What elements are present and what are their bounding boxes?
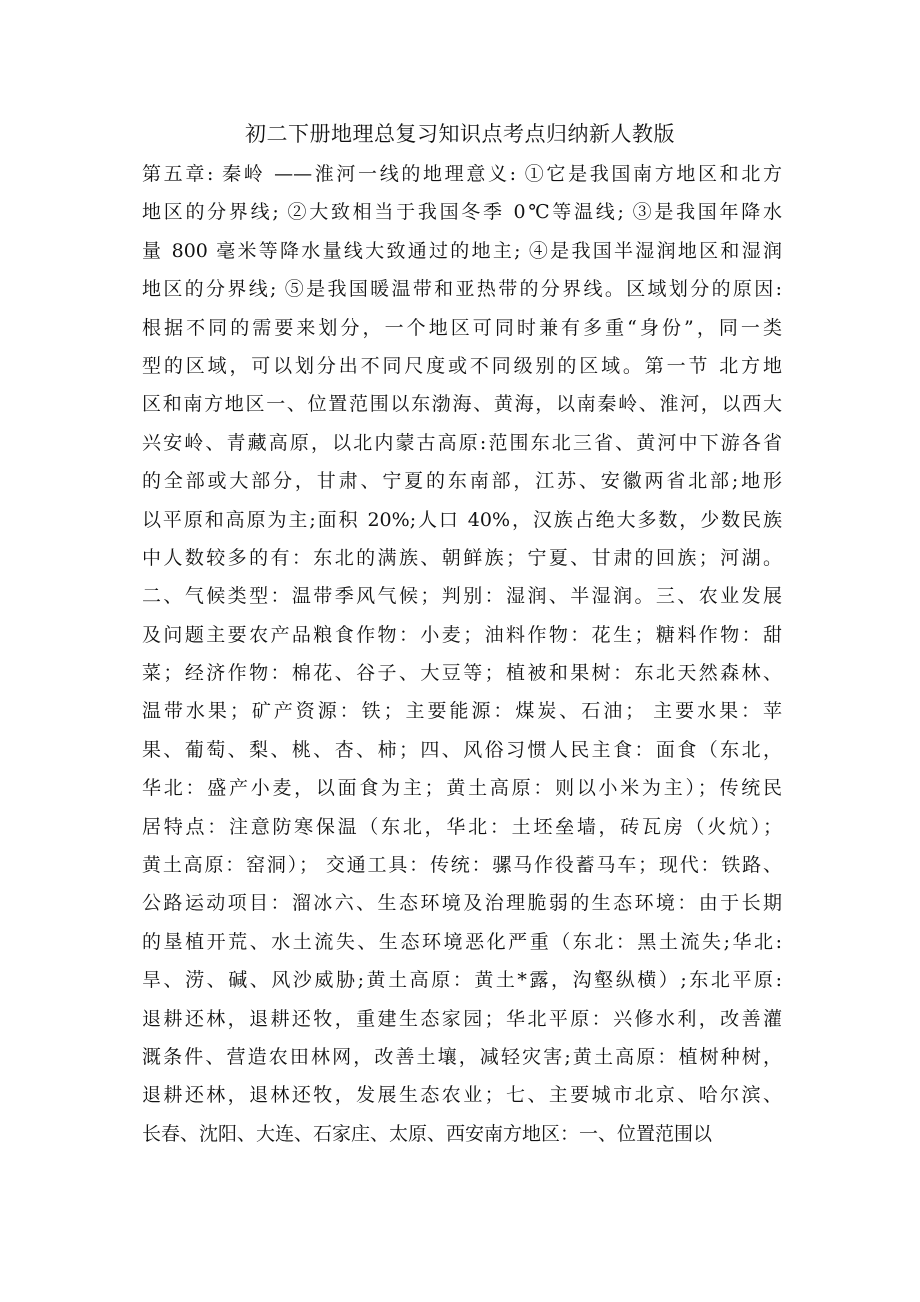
body-line-10: 以平原和高原为主;面积 20%;人口 40%，汉族占绝大多数，少数民族 — [142, 508, 782, 531]
body-line-8: 兴安岭、青藏高原，以北内蒙古高原:范围东北三省、黄河中下游各省 — [142, 431, 782, 454]
body-line-12: 二、气候类型：温带季风气候；判别：湿润、半湿润。三、农业发展 — [142, 585, 782, 608]
body-line-3: 量 800 毫米等降水量线大致通过的地主; ④是我国半湿润地区和湿润 — [142, 239, 782, 262]
body-line-13: 及问题主要农产品粮食作物：小麦；油料作物：花生；糖料作物：甜 — [142, 623, 782, 646]
body-line-21: 的垦植开荒、水土流失、生态环境恶化严重（东北：黑土流失;华北: — [142, 930, 782, 953]
body-line-22: 旱、涝、碱、风沙威胁;黄土高原：黄土*露，沟壑纵横）;东北平原: — [142, 969, 782, 992]
body-line-20: 公路运动项目：溜冰六、生态环境及治理脆弱的生态环境：由于长期 — [142, 892, 782, 915]
body-line-15: 温带水果；矿产资源：铁；主要能源：煤炭、石油； 主要水果：苹 — [142, 700, 782, 723]
body-line-25: 退耕还林，退林还牧，发展生态农业；七、主要城市北京、哈尔滨、 — [142, 1084, 782, 1107]
body-line-1: 第五章: 秦岭 ——淮河一线的地理意义: ①它是我国南方地区和北方 — [142, 163, 782, 185]
body-line-9: 的全部或大部分，甘肃、宁夏的东南部，江苏、安徽两省北部;地形 — [142, 470, 782, 493]
body-line-14: 菜；经济作物：棉花、谷子、大豆等；植被和果树：东北天然森林、 — [142, 662, 782, 685]
body-line-6: 型的区域，可以划分出不同尺度或不同级别的区域。第一节 北方地 — [142, 354, 782, 377]
body-line-17: 华北：盛产小麦，以面食为主；黄土高原：则以小米为主）；传统民 — [142, 777, 782, 800]
body-line-24: 溉条件、营造农田林网，改善土壤，减轻灾害;黄土高原：植树种树， — [142, 1045, 782, 1068]
body-line-19: 黄土高原：窑洞）； 交通工具：传统：骡马作役蓄马车；现代：铁路、 — [142, 854, 782, 877]
body-line-4: 地区的分界线; ⑤是我国暖温带和亚热带的分界线。区域划分的原因: — [142, 278, 782, 301]
document-title: 初二下册地理总复习知识点考点归纳新人教版 — [245, 122, 675, 146]
body-line-18: 居特点：注意防寒保温（东北，华北：土坯垒墙，砖瓦房（火炕）； — [142, 815, 782, 838]
document-body — [142, 159, 782, 1157]
body-line-16: 果、葡萄、梨、桃、杏、柿；四、风俗习惯人民主食：面食（东北， — [142, 738, 782, 761]
body-line-23: 退耕还林，退耕还牧，重建生态家园；华北平原：兴修水利，改善灌 — [142, 1007, 782, 1030]
body-line-2: 地区的分界线; ②大致相当于我国冬季 0℃等温线; ③是我国年降水 — [142, 201, 782, 224]
body-line-5: 根据不同的需要来划分，一个地区可同时兼有多重“身份”，同一类 — [142, 316, 782, 339]
body-line-11: 中人数较多的有：东北的满族、朝鲜族；宁夏、甘肃的回族；河湖。 — [142, 546, 782, 569]
body-line-7: 区和南方地区一、位置范围以东渤海、黄海，以南秦岭、淮河，以西大 — [142, 393, 782, 416]
body-line-26: 长春、沈阳、大连、石家庄、太原、西安南方地区：一、位置范围以 — [142, 1122, 713, 1145]
